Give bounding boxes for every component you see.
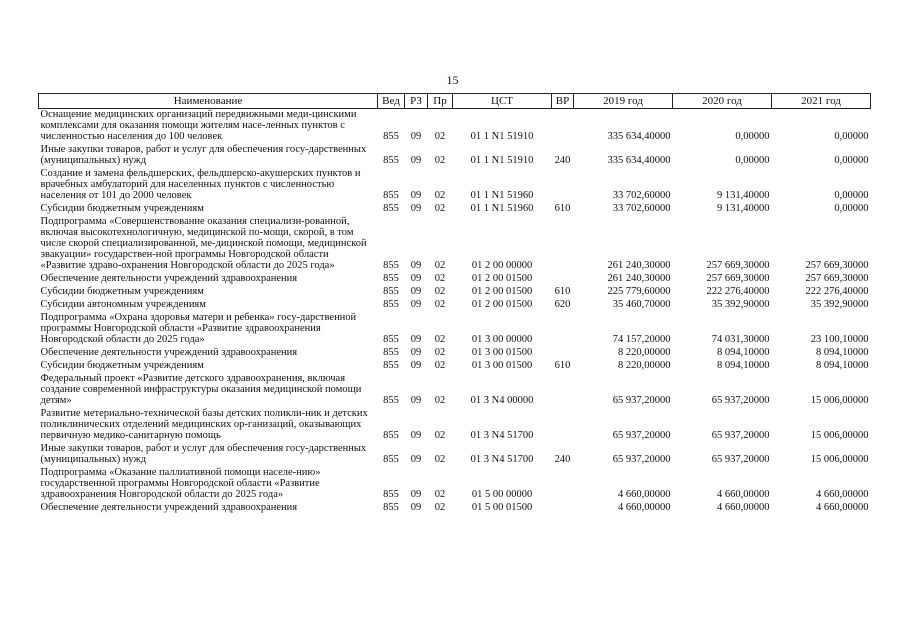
cell-cst: 01 2 00 01500 [471, 286, 533, 297]
cell-vr [552, 502, 574, 515]
cell-ved: 855 [383, 190, 399, 201]
cell-2020: 74 031,30000 [711, 334, 770, 345]
cell-rz: 09 [410, 299, 422, 310]
cell-cst: 01 1 N1 51910 [470, 131, 534, 142]
cell-name: Иные закупки товаров, работ и услуг для обеспечения госу-дарственных (муниципальных) нужд [40, 144, 367, 166]
cell-2019: 261 240,30000 [607, 273, 671, 284]
table-row [39, 168, 871, 203]
cell-2020: 8 094,10000 [717, 347, 770, 358]
cell-2021: 257 669,30000 [805, 260, 869, 271]
cell-ved: 855 [383, 131, 399, 142]
cell-2021: 8 094,10000 [816, 347, 869, 358]
cell-rz: 09 [410, 454, 422, 465]
cell-2021: 35 392,90000 [810, 299, 869, 310]
col-header-ved: Вед [378, 94, 405, 109]
cell-name: Оснащение медицинских организаций передвижными меди-цинскими комплексами для оказания помощи жителям насе-ленных пунктов с численностью населения до 100 человек [40, 109, 357, 142]
cell-vr [552, 109, 574, 145]
cell-2019: 8 220,00000 [618, 360, 671, 371]
cell-pr: 02 [434, 190, 446, 201]
col-header-2019: 2019 год [574, 94, 673, 109]
table-row [39, 144, 871, 168]
table-row [39, 216, 871, 273]
col-header-2021: 2021 год [772, 94, 871, 109]
cell-2020: 35 392,90000 [711, 299, 770, 310]
cell-cst: 01 3 00 01500 [471, 347, 533, 358]
cell-cst: 01 3 00 01500 [471, 360, 533, 371]
cell-vr: 620 [554, 299, 571, 310]
cell-2019: 335 634,40000 [607, 131, 671, 142]
cell-2019: 74 157,20000 [612, 334, 671, 345]
cell-rz: 09 [410, 131, 422, 142]
col-header-name: Наименование [39, 94, 378, 109]
cell-2021: 8 094,10000 [816, 360, 869, 371]
cell-2020: 222 276,40000 [706, 286, 770, 297]
cell-cst: 01 5 00 01500 [471, 502, 533, 513]
cell-rz: 09 [410, 395, 422, 406]
cell-2019: 335 634,40000 [607, 155, 671, 166]
cell-2021: 15 006,00000 [810, 454, 869, 465]
cell-2019: 65 937,20000 [612, 454, 671, 465]
cell-rz: 09 [410, 347, 422, 358]
col-header-cst: ЦСТ [453, 94, 552, 109]
cell-cst: 01 5 00 00000 [471, 489, 533, 500]
budget-table [38, 93, 871, 515]
cell-2019: 33 702,60000 [612, 203, 671, 214]
cell-2019: 4 660,00000 [618, 502, 671, 513]
cell-name: Развитие метериально-технической базы детских поликли-ник и детских поликлинических отделений медицинских ор-ганизаций, оказывающих первичную медико-санитарную помощь [40, 408, 368, 441]
cell-cst: 01 3 N4 51700 [470, 430, 534, 441]
cell-name: Создание и замена фельдшерских, фельдшерско-акушерских пунктов и врачебных амбулаторий для населенных пунктов с численностью населения от 101 до 2000 человек [40, 168, 361, 201]
cell-vr [552, 467, 574, 502]
col-header-vr: ВР [552, 94, 574, 109]
cell-cst: 01 3 00 00000 [471, 334, 533, 345]
cell-name: Обеспечение деятельности учреждений здравоохранения [40, 502, 298, 513]
table-row [39, 203, 871, 216]
cell-name: Подпрограмма «Оказание паллиативной помощи населе-нию» государственной программы Новгородской области «Развитие здравоохранения Новгородской области до 2025 года» [40, 467, 321, 500]
cell-ved: 855 [383, 334, 399, 345]
cell-rz: 09 [410, 286, 422, 297]
cell-pr: 02 [434, 203, 446, 214]
cell-ved: 855 [383, 502, 399, 513]
cell-cst: 01 3 N4 00000 [470, 395, 534, 406]
cell-ved: 855 [383, 347, 399, 358]
cell-2021: 4 660,00000 [816, 502, 869, 513]
table-row [39, 502, 871, 515]
col-header-2020: 2020 год [673, 94, 772, 109]
cell-pr: 02 [434, 430, 446, 441]
cell-2021: 0,00000 [834, 190, 869, 201]
cell-2020: 0,00000 [735, 155, 770, 166]
cell-rz: 09 [410, 360, 422, 371]
cell-ved: 855 [383, 395, 399, 406]
cell-vr: 610 [554, 203, 571, 214]
cell-2020: 4 660,00000 [717, 489, 770, 500]
cell-rz: 09 [410, 489, 422, 500]
cell-ved: 855 [383, 299, 399, 310]
cell-vr: 240 [554, 454, 571, 465]
table-header-row [39, 94, 871, 109]
cell-rz: 09 [410, 190, 422, 201]
cell-cst: 01 2 00 01500 [471, 299, 533, 310]
cell-rz: 09 [410, 155, 422, 166]
cell-ved: 855 [383, 260, 399, 271]
cell-2021: 0,00000 [834, 203, 869, 214]
cell-ved: 855 [383, 286, 399, 297]
col-header-rz: РЗ [405, 94, 428, 109]
cell-rz: 09 [410, 273, 422, 284]
cell-ved: 855 [383, 155, 399, 166]
cell-2019: 65 937,20000 [612, 395, 671, 406]
table-row [39, 467, 871, 502]
table-row [39, 109, 871, 145]
cell-2021: 0,00000 [834, 131, 869, 142]
cell-vr [552, 408, 574, 443]
table-body [39, 109, 871, 516]
table-row [39, 312, 871, 347]
cell-pr: 02 [434, 360, 446, 371]
cell-2020: 65 937,20000 [711, 430, 770, 441]
cell-pr: 02 [434, 502, 446, 513]
cell-vr [552, 273, 574, 286]
cell-pr: 02 [434, 286, 446, 297]
cell-2020: 65 937,20000 [711, 395, 770, 406]
cell-2021: 257 669,30000 [805, 273, 869, 284]
cell-name: Субсидии бюджетным учреждениям [40, 360, 204, 371]
cell-2021: 222 276,40000 [805, 286, 869, 297]
cell-name: Обеспечение деятельности учреждений здравоохранения [40, 273, 298, 284]
cell-ved: 855 [383, 273, 399, 284]
cell-vr: 610 [554, 360, 571, 371]
cell-name: Федеральный проект «Развитие детского здравоохранения, включая создание современной инфраструктуры оказания медицинской помощи детям» [40, 373, 362, 406]
table-row [39, 373, 871, 408]
cell-2019: 35 460,70000 [612, 299, 671, 310]
col-header-pr: Пр [428, 94, 453, 109]
cell-cst: 01 2 00 01500 [471, 273, 533, 284]
cell-pr: 02 [434, 489, 446, 500]
cell-ved: 855 [383, 430, 399, 441]
cell-rz: 09 [410, 430, 422, 441]
cell-2020: 0,00000 [735, 131, 770, 142]
cell-pr: 02 [434, 454, 446, 465]
cell-name: Иные закупки товаров, работ и услуг для обеспечения госу-дарственных (муниципальных) нужд [40, 443, 367, 465]
cell-vr: 240 [554, 155, 571, 166]
table-row [39, 273, 871, 286]
cell-vr: 610 [554, 286, 571, 297]
cell-pr: 02 [434, 334, 446, 345]
cell-2021: 23 100,10000 [810, 334, 869, 345]
cell-2020: 4 660,00000 [717, 502, 770, 513]
cell-2019: 225 779,60000 [607, 286, 671, 297]
cell-rz: 09 [410, 502, 422, 513]
table-row [39, 299, 871, 312]
cell-cst: 01 3 N4 51700 [470, 454, 534, 465]
cell-2019: 4 660,00000 [618, 489, 671, 500]
cell-cst: 01 1 N1 51960 [470, 190, 534, 201]
cell-ved: 855 [383, 360, 399, 371]
page-number: 15 [446, 73, 459, 87]
cell-2020: 257 669,30000 [706, 260, 770, 271]
cell-vr [552, 347, 574, 360]
table-row [39, 443, 871, 467]
cell-2021: 0,00000 [834, 155, 869, 166]
table-row [39, 286, 871, 299]
cell-vr [552, 168, 574, 203]
table-row [39, 347, 871, 360]
table-row [39, 408, 871, 443]
cell-pr: 02 [434, 299, 446, 310]
cell-rz: 09 [410, 334, 422, 345]
cell-2020: 9 131,40000 [717, 203, 770, 214]
cell-ved: 855 [383, 203, 399, 214]
cell-2021: 15 006,00000 [810, 430, 869, 441]
cell-pr: 02 [434, 260, 446, 271]
table-row [39, 360, 871, 373]
cell-name: Субсидии автономным учреждениям [40, 299, 206, 310]
cell-vr [552, 312, 574, 347]
cell-2021: 4 660,00000 [816, 489, 869, 500]
cell-2019: 261 240,30000 [607, 260, 671, 271]
cell-pr: 02 [434, 131, 446, 142]
cell-cst: 01 1 N1 51960 [470, 203, 534, 214]
cell-vr [552, 373, 574, 408]
cell-pr: 02 [434, 395, 446, 406]
cell-cst: 01 2 00 00000 [471, 260, 533, 271]
cell-2019: 8 220,00000 [618, 347, 671, 358]
cell-2019: 65 937,20000 [612, 430, 671, 441]
cell-2020: 8 094,10000 [717, 360, 770, 371]
cell-2020: 9 131,40000 [717, 190, 770, 201]
cell-pr: 02 [434, 347, 446, 358]
cell-2021: 15 006,00000 [810, 395, 869, 406]
cell-name: Субсидии бюджетным учреждениям [40, 203, 204, 214]
cell-name: Обеспечение деятельности учреждений здравоохранения [40, 347, 298, 358]
cell-2020: 257 669,30000 [706, 273, 770, 284]
cell-2020: 65 937,20000 [711, 454, 770, 465]
cell-ved: 855 [383, 454, 399, 465]
cell-rz: 09 [410, 203, 422, 214]
cell-vr [552, 216, 574, 273]
cell-cst: 01 1 N1 51910 [470, 155, 534, 166]
cell-ved: 855 [383, 489, 399, 500]
cell-pr: 02 [434, 273, 446, 284]
cell-2019: 33 702,60000 [612, 190, 671, 201]
cell-pr: 02 [434, 155, 446, 166]
cell-name: Подпрограмма «Совершенствование оказания специализи-рованной, включая высокотехнологичную, медицинской по-мощи, скорой, в том числе скорой специализированной, ме-дицинской помощи, медицинской эвакуации» государствен-ной программы Новгородской области «Развитие здраво-охранения Новгородской области до 2025 года» [40, 216, 367, 271]
cell-rz: 09 [410, 260, 422, 271]
cell-name: Субсидии бюджетным учреждениям [40, 286, 204, 297]
cell-name: Подпрограмма «Охрана здоровья матери и ребенка» госу-дарственной программы Новгородской области «Развитие здравоохранения Новгородской области до 2025 года» [40, 312, 357, 345]
